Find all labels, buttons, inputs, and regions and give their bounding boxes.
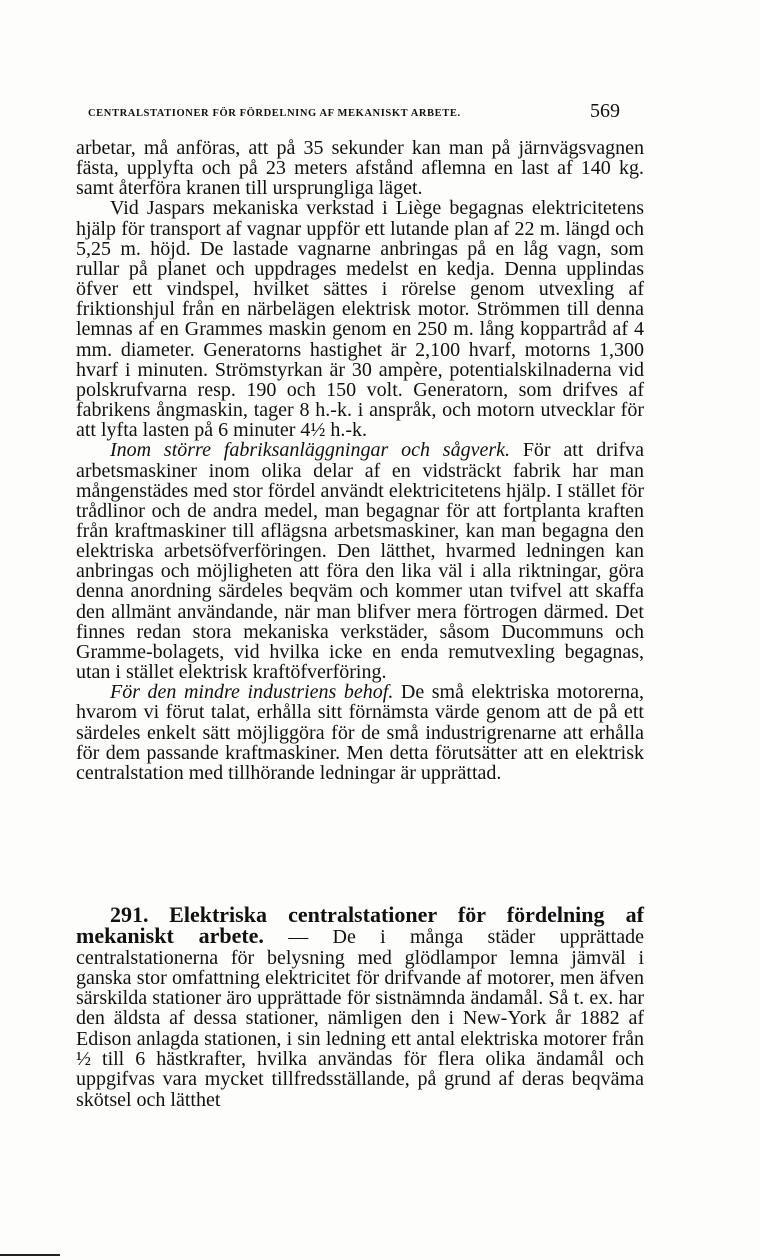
paragraph-jaspars: Vid Jaspars mekaniska verkstad i Liège begagnas elektricitetens hjälp för transport af vagnar uppför ett lutande plan af 22 m. längd och 5,25 m. höjd. De lastade vagnarne anbringas på en låg vagn, som rullar på planet och uppdrages medelst en kedja. Denna upplindas öfver ett vindspel, hvilket sättes i rörelse genom utvexling af friktionshjul från en närbelägen elektrisk motor. Strömmen till denna lemnas af en Grammes maskin genom en 250 m. lång koppartråd af 4 mm. diameter. Generatorns hastighet är 2,100 hvarf, motorns 1,300 hvarf i minuten. Strömstyrkan är 30 ampère, potentialskilnaderna vid polskrufvarna resp. 190 och 150 volt. Generatorn, som drifves af fabrikens ångmaskin, tager 8 h.-k. i anspråk, och motorn utvecklar för att lyfta lasten på 6 minuter 4½ h.-k. [76,197,644,442]
paragraph-fabriksanlaggningar [76,440,644,682]
section-paragraph [76,902,644,1111]
paragraph-mindre-industrien [76,682,644,783]
paragraph-body-fabriks: För att drifva arbetsmaskiner inom olika delar af en vidsträckt fabrik har man mångenstädes med stor fördel användt elektricitetens hjälp. I stället för trådlinor och de andra medel, man begagnar för att fortplanta kraften från kraftmaskiner till aflägsna arbetsmaskiner, kan man begagna den elektriska arbetsöfverföringen. Den lätthet, hvarmed ledningen kan anbringas och möjligheten att föra den lika väl i alla riktningar, göra denna anordning särdeles beqväm och kommer utan tvifvel att skaffa den allmänt användande, när man blifver mera förtrogen därmed. Det finnes redan stora mekaniska verkstäder, såsom Ducommuns och Gramme-bolagets, vid hvilka icke en enda remutvexling begagnas, utan i stället elektrisk kraftöfverföring. [76,439,644,684]
italic-lead-fabriks: Inom större fabriksanläggningar och sågverk. [110,439,510,462]
section-number: 291. [110,902,149,927]
running-head: CENTRALSTATIONER FÖR FÖRDELNING AF MEKANISKT ARBETE. [88,108,461,119]
page-number: 569 [590,100,620,122]
bottom-edge-rule [0,1254,60,1256]
section-text: — De i många städer upprättade centralstationerna för belysning med glödlampor lemna jämväl i ganska stor omfattning elektricitet för drifvande af motorer, men äfven särskilda stationer äro upprättade för sistnämnda ändamål. Så t. ex. har den äldsta af dessa stationer, nämligen den i New-York år 1882 af Edison anlagda stationen, i sin ledning ett antal elektriska motorer från ½ till 6 hästkrafter, hvilka användas för flera olika ändamål och uppgifvas vara mycket tillfredsställande, på grund af deras beqväma skötsel och lätthet [76,926,644,1111]
body-text [76,138,644,783]
paragraph-body-industrien: De små elektriska motorerna, hvarom vi förut talat, erhålla sitt förnämsta värde genom att de på ett särdeles enkelt sätt möjliggöra för de små industrigrenarne att erhålla för dem passande kraftmaskiner. Men detta förutsätter att en elektrisk centralstation med tillhörande ledningar är upprättad. [76,681,644,784]
italic-lead-industrien: För den mindre industriens behof. [110,681,394,704]
section-291 [76,902,644,1111]
paragraph-continued: arbetar, må anföras, att på 35 sekunder kan man på järnvägsvagnen fästa, upplyfta och på 23 meters afstånd aflemna en last af 140 kg. samt återföra kranen till ursprungliga läget. [76,137,644,200]
section-title: Elektriska centralstationer för fördelning af mekaniskt arbete. [76,902,644,949]
